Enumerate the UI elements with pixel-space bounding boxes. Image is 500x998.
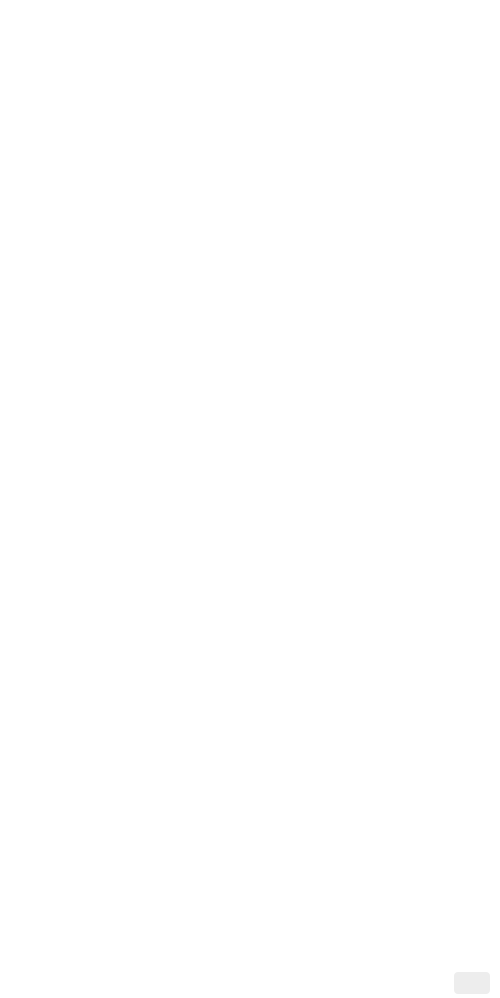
watermark-logo — [454, 972, 490, 994]
